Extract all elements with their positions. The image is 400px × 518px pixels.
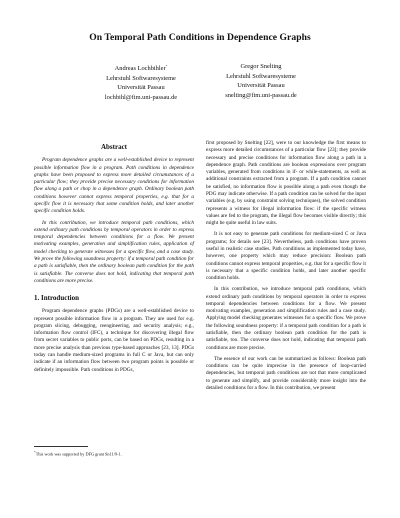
author-2-email: snelting@fim.uni-passau.de [225, 91, 297, 99]
author-2 [196, 62, 326, 100]
footnote-rule [34, 446, 88, 447]
author-2-name: Gregor Snelting [240, 63, 282, 70]
author-2-affiliation: Lehrstuhl Softwaresysteme [226, 72, 296, 80]
paper-title: On Temporal Path Conditions in Dependence Graphs [89, 32, 311, 43]
body-paragraph: It is not easy to generate path conditions for medium-sized C or Java programs; for details see [23]. Nevertheless, path conditions have proven useful in realistic case studies. Path conditions as implemented today have, however, one property which may reduce precision: Boolean path conditions cannot express temporal properties, e.g. that for a specific flow it is necessary that a specific condition holds, and later another specific condition holds. [206, 231, 366, 282]
author-1-footnote-mark: * [165, 64, 168, 68]
left-column [34, 144, 194, 374]
footnote [34, 449, 194, 457]
abstract-paragraph: Program dependence graphs are a well-established device to represent possible information flow in a program. Path conditions in dependence graphs have been proposed to express more detailed circumstances of a particular flow; they provide precise necessary conditions for information flow along a path or chop in a dependence graph. Ordinary boolean path conditions however cannot express temporal properties, e.g. that for a specific flow it is necessary that some condition holds, and later another specific condition holds. [34, 157, 194, 215]
author-1-email: lochbihl@fim.uni-passau.de [104, 93, 178, 101]
body-paragraph: In this contribution, we introduce temporal path conditions, which extend ordinary path conditions by temporal operators in order to express temporal dependencies between conditions for a flow. We present motivating examples, generation and simplification rules and a case study. Applying model checking generates witnesses for a specific flow. We prove the following soundness property: if a temporal path condition for a path is satisfiable, then the ordinary boolean path condition for the path is satisfiable, too. The converse does not hold, indicating that temporal path conditions are more precise. [206, 286, 366, 351]
body-paragraph: first proposed by Snelting [22], were to our knowledge the first means to express more detailed circumstances of a particular flow [23]; they provide necessary and precise conditions for information flow along a path in a dependence graph. Path conditions are boolean expressions over program variables, generated from conditions in if- or while-statements, as well as additional constraints extracted from a program. If a path condition cannot be satisfied, no information flow is possible along a path even though the PDG may indicate otherwise. If a path condition can be solved for the input variables (e.g. by using constraint solving techniques), the solved condition represents a witness for illegal information flow: if the specific witness values are fed to the program, the illegal flow becomes visible directly; this might be quite useful in law suits. [206, 140, 366, 227]
introduction-paragraph: Program dependence graphs (PDGs) are a well-established device to represent possible information flow in a program. They are used for e.g. program slicing, debugging, reengineering, and security analysis; e.g., information flow control (IFC), a technique for discovering illegal flow from secret variables to public ports, can be based on PDGs, resulting in a more precise analysis than previous type-based approaches [23, 13]. PDGs today can handle medium-sized programs in full C or Java, but can only indicate if an information flow between two program points is possible or definitely impossible. Path conditions in PDGs, [34, 308, 194, 373]
footnote-mark: * [34, 450, 36, 454]
introduction-body [34, 308, 194, 374]
abstract-body [34, 157, 194, 285]
abstract-paragraph: In this contribution, we introduce temporal path conditions, which extend ordinary path conditions by temporal operators in order to express temporal dependencies between conditions for a flow. We present motivating examples, generation and simplification rules, application of model checking to generate witnesses for a specific flow, and a case study. We prove the following soundness property: if a temporal path condition for a path is satisfiable, then the ordinary boolean path condition for the path is satisfiable. The converse does not hold, indicating that temporal path conditions are more precise. [34, 219, 194, 284]
author-1-name: Andreas Lochbihler [114, 65, 166, 73]
abstract-heading: Abstract [100, 143, 128, 151]
body-paragraph: The essence of our work can be summarized as follows: Boolean path conditions can be quite imprecise in the presence of loop-carried dependencies, but temporal path conditions are not that more complicated to generate and simplify, and provide considerably more insight into the detailed conditions for a flow. In this contribution, we present [206, 355, 366, 391]
footnote-text: This work was supported by DFG grant Sn11/9-1. [35, 451, 122, 457]
author-2-institution: Universität Passau [237, 82, 285, 90]
author-1-institution: Universität Passau [117, 84, 165, 92]
introduction-heading: 1. Introduction [34, 294, 79, 303]
right-column [206, 140, 366, 392]
author-1-affiliation: Lehrstuhl Softwaresysteme [106, 74, 176, 82]
author-1 [76, 62, 206, 103]
